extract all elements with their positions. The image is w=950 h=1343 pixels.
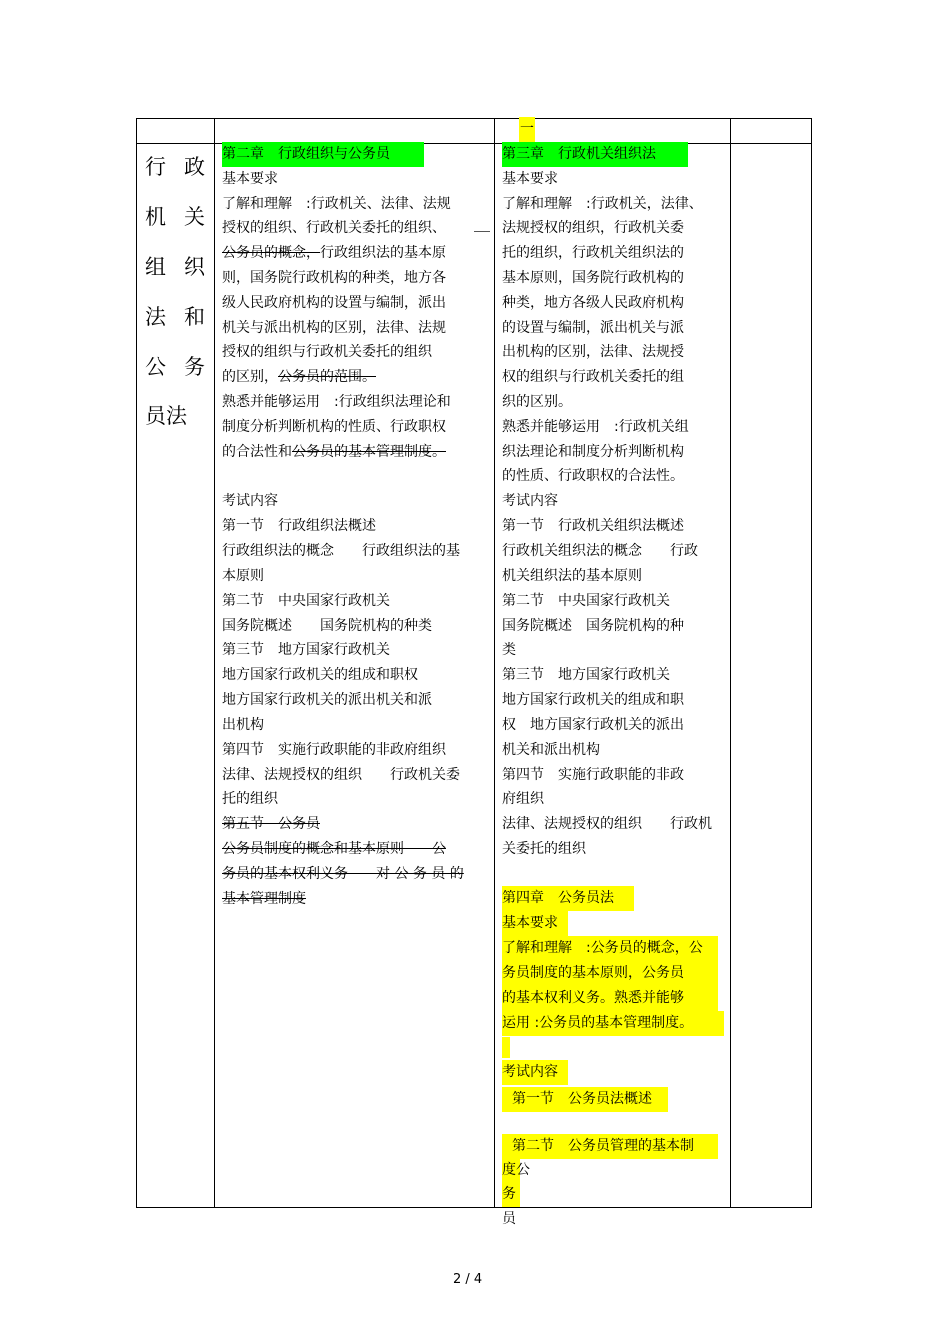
strike-text: 公务员的范围。 xyxy=(278,369,376,385)
section-line: 地方国家行政机关的派出机关和派 xyxy=(222,692,432,708)
strike-text: 公务员的基本管理制度。 xyxy=(292,444,446,460)
section-line: 法律、法规授权的组织 行政机关委 xyxy=(222,767,460,783)
column-b-line: 关委托的组织 xyxy=(502,841,586,857)
familiar-line: 的合法性和公务员的基本管理制度。 xyxy=(222,444,446,460)
requirements-label: 基本要求 xyxy=(502,911,568,936)
table-col-divider-3 xyxy=(730,118,731,1208)
exam-label: 考试内容 xyxy=(502,1060,568,1085)
exam-label: 考试内容 xyxy=(222,493,278,509)
title-char: 公 xyxy=(145,355,166,379)
title-char: 和 xyxy=(184,305,205,329)
title-char: 政 xyxy=(184,155,205,179)
column-b-line: 第三节 地方国家行政机关 xyxy=(502,667,670,683)
requirements-label: 基本要求 xyxy=(502,171,558,187)
section-line: 第一节 公务员法概述 xyxy=(502,1087,668,1112)
chapter-heading: 第二章 行政组织与公务员 xyxy=(222,142,424,167)
section-tail: 务 xyxy=(502,1182,520,1207)
title-char: 织 xyxy=(184,255,205,279)
column-b-line: 熟悉并能够运用 :行政机关组 xyxy=(502,419,689,435)
familiar-line: 熟悉并能够运用 :行政组织法理论和 xyxy=(222,394,451,410)
struck-section-line: 务员的基本权利义务 对 公 务 员 的 xyxy=(222,866,464,882)
ch4-line: 运用 :公务员的基本管理制度。 xyxy=(502,1011,724,1036)
column-b-line: 府组织 xyxy=(502,791,544,807)
table-top-border xyxy=(136,118,812,119)
section-tail: 员 xyxy=(502,1211,516,1227)
section-line: 托的组织 xyxy=(222,791,278,807)
requirements-label: 基本要求 xyxy=(222,171,278,187)
familiar-line: 制度分析判断机构的性质、行政职权 xyxy=(222,419,446,435)
column-b-line: 机关组织法的基本原则 xyxy=(502,568,642,584)
column-b-line: 权的组织与行政机关委托的组 xyxy=(502,369,684,385)
understand-line: 机关与派出机构的区别，法律、法规 xyxy=(222,320,446,336)
column-b-line: 权 地方国家行政机关的派出 xyxy=(502,717,684,733)
section-line: 第一节 行政组织法概述 xyxy=(222,518,376,534)
ch4-line: 了解和理解 :公务员的概念，公 xyxy=(502,936,718,961)
column-b-line: 第一节 行政机关组织法概述 xyxy=(502,518,684,534)
struck-section-line: 公务员制度的概念和基本原则 公 xyxy=(222,841,446,857)
empty-highlight xyxy=(502,1037,510,1058)
understand-line: 授权的组织与行政机关委托的组织 xyxy=(222,344,432,360)
column-b-line: 地方国家行政机关的组成和职 xyxy=(502,692,684,708)
section-line: 行政组织法的概念 行政组织法的基 xyxy=(222,543,460,559)
column-b-line: 的性质、行政职权的合法性。 xyxy=(502,468,684,484)
understand-line: 公务员的概念，行政组织法的基本原 xyxy=(222,245,446,261)
column-b-line: 基本原则，国务院行政机构的 xyxy=(502,270,684,286)
understand-line: 了解和理解 :行政机关、法律、法规 xyxy=(222,196,451,212)
title-char: 法 xyxy=(145,305,166,329)
column-b-line: 考试内容 xyxy=(502,493,558,509)
column-b-line: 行政机关组织法的概念 行政 xyxy=(502,543,698,559)
column-b-line: 托的组织，行政机关组织法的 xyxy=(502,245,684,261)
title-char: 关 xyxy=(184,205,205,229)
column-b-line: 第二节 中央国家行政机关 xyxy=(502,593,670,609)
header-mark: 一 xyxy=(519,117,535,142)
column-b-line: 第四节 实施行政职能的非政 xyxy=(502,767,684,783)
column-b-line: 机关和派出机构 xyxy=(502,742,600,758)
understand-line: 则，国务院行政机构的种类，地方各 xyxy=(222,270,446,286)
section-line: 本原则 xyxy=(222,568,264,584)
ch4-line: 的基本权利义务。熟悉并能够 xyxy=(502,986,718,1011)
table-col-divider-1 xyxy=(214,118,215,1208)
table-right-border xyxy=(811,118,812,1208)
section-line: 第二节 中央国家行政机关 xyxy=(222,593,390,609)
understand-line: 级人民政府机构的设置与编制，派出 xyxy=(222,295,446,311)
title-char: 行 xyxy=(145,155,166,179)
column-b-line: 织法理论和制度分析判断机构 xyxy=(502,444,684,460)
column-b-line: 类 xyxy=(502,642,516,658)
column-b-line: 的设置与编制，派出机关与派 xyxy=(502,320,684,336)
section-line: 地方国家行政机关的组成和职权 xyxy=(222,667,418,683)
title-char: 机 xyxy=(145,205,166,229)
title-char: 组 xyxy=(145,255,166,279)
section-line: 第二节 公务员管理的基本制 xyxy=(502,1134,718,1159)
chapter-heading: 第三章 行政机关组织法 xyxy=(502,142,688,167)
column-b-line: 法规授权的组织，行政机关委 xyxy=(502,220,684,236)
revision-dash xyxy=(474,231,490,232)
table-bottom-border xyxy=(136,1207,812,1208)
table-left-border xyxy=(136,118,137,1208)
column-b-line: 法律、法规授权的组织 行政机 xyxy=(502,816,712,832)
column-b-line: 了解和理解 :行政机关，法律、 xyxy=(502,196,703,212)
section-tail: 度公 xyxy=(502,1158,520,1183)
understand-line: 授权的组织、行政机关委托的组织、 xyxy=(222,220,446,236)
struck-section-line: 基本管理制度 xyxy=(222,891,306,907)
section-line: 国务院概述 国务院机构的种类 xyxy=(222,618,432,634)
column-b-line: 国务院概述 国务院机构的种 xyxy=(502,618,684,634)
understand-line: 的区别，公务员的范围。 xyxy=(222,369,376,385)
section-line: 第三节 地方国家行政机关 xyxy=(222,642,390,658)
table-col-divider-2 xyxy=(494,118,495,1208)
section-line: 第四节 实施行政职能的非政府组织 xyxy=(222,742,446,758)
chapter-heading: 第四章 公务员法 xyxy=(502,886,634,911)
title-last: 员法 xyxy=(145,404,187,428)
column-b-line: 出机构的区别，法律、法规授 xyxy=(502,344,684,360)
strike-text: 公务员的概念， xyxy=(222,245,320,261)
page-number: 2 / 4 xyxy=(453,1272,483,1287)
column-b-line: 织的区别。 xyxy=(502,394,572,410)
section-line: 出机构 xyxy=(222,717,264,733)
ch4-line: 务员制度的基本原则，公务员 xyxy=(502,961,718,986)
title-char: 务 xyxy=(184,355,205,379)
column-b-line: 种类，地方各级人民政府机构 xyxy=(502,295,684,311)
struck-section-line: 第五节 公务员 xyxy=(222,816,320,832)
